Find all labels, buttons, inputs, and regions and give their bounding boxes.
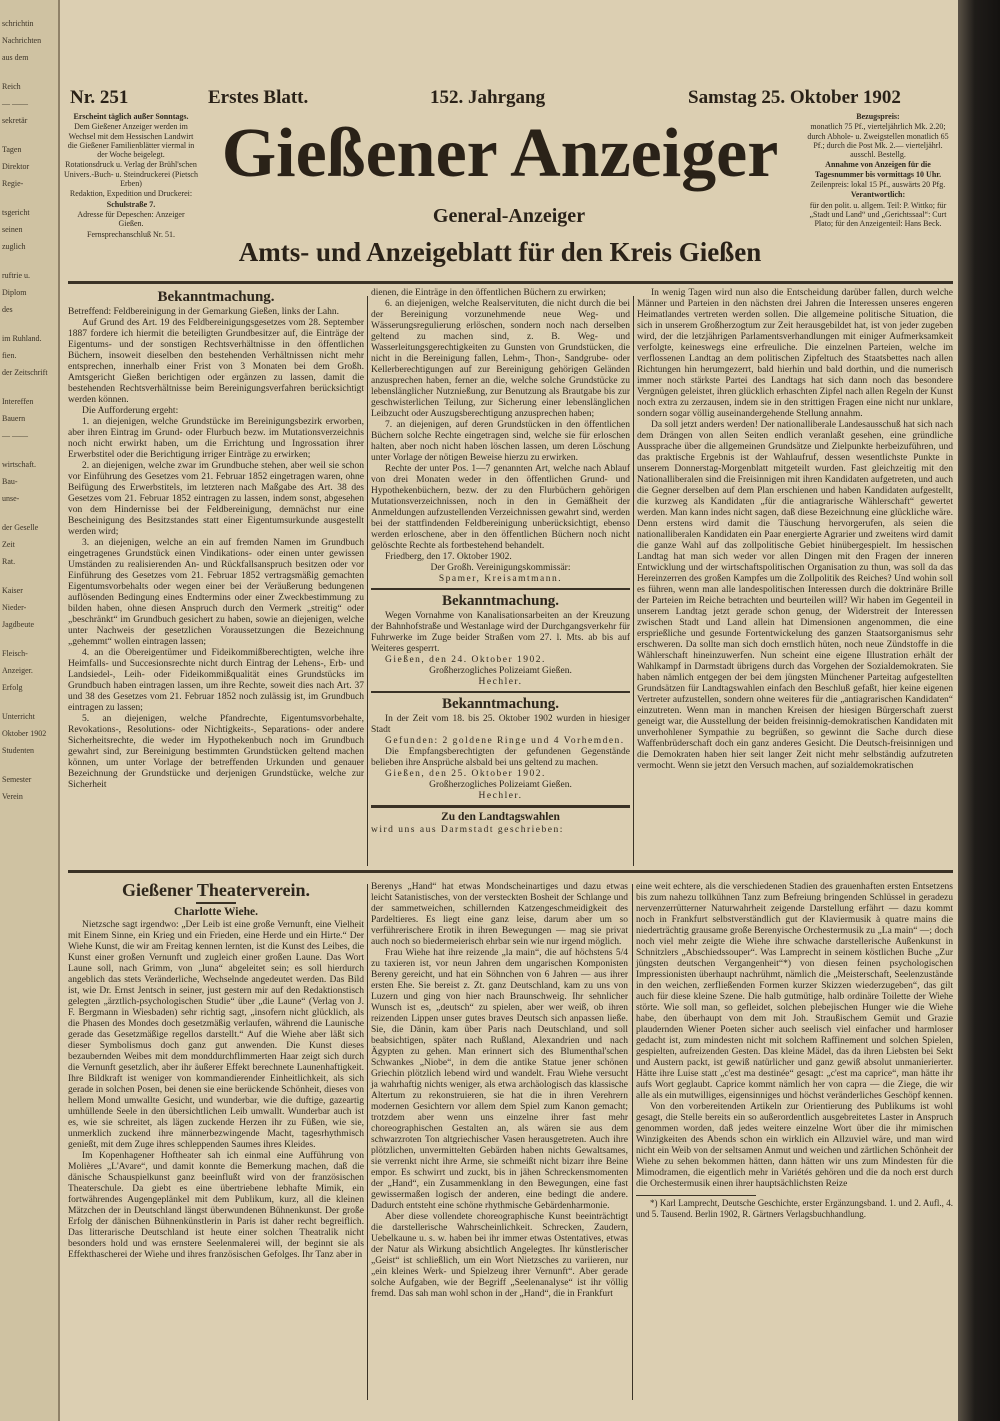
fragment-text: aus dem: [2, 53, 29, 62]
newspaper-tagline: Amts- und Anzeigeblatt für den Kreis Gießen: [238, 237, 762, 267]
feuilleton-subheading: Charlotte Wiehe.: [174, 906, 258, 918]
fragment-text: — ——: [2, 99, 28, 108]
paragraph: 6. an diejenigen, welche Realservituten, die nicht durch die bei der Bereinigung vorzunehmende neue Weg- und Wässerungsregulierung erlöschen, sondern noch nach derselben geltend zu machen sind, z. B. Weg- und Wasserleitungsgerechtigkeiten zu Gunsten von Grundstücken, die nicht in die Bereinigung fallen, Lehm-, Thon-, Sandgrube- oder Kellerberechtigungen auf zur Bereinigung gehörigen Geländen anzusprechen haben, ferner an die, welche solche Grundstücke zu lebenslänglicher Nutznießung, zur Benutzung als Brautgabe bis zur geschwisterlichen Teilung, zur Sicherung einer lebenslänglichen Leibzucht oder Auszugsberechtigung anzusprechen haben;: [371, 299, 630, 419]
fragment-text: Direktor: [2, 162, 30, 171]
paragraph: Im Kopenhagener Hoftheater sah ich einmal eine Aufführung von Molières „L'Avare“, und damit konnte die Bemerkung machen, daß die dänische Schauspielkunst ganz beeinflußt wird von der französischen Theaterschule. Da giebt es eine übertriebene lebhafte Mimik, ein fortwährendes Augengeplänkel mit dem Publikum, kurz, all die kleinen Mätzchen der in Deutschland längst überwundenen Bühnenkunst. Der große Erfolg der dänischen Bühnenkünstlerin in Paris ist daher recht begreiflich. Das litterarische Deutschland ist heute einer solchen Theatralik nicht besonders hold und was ernstere Seelenmalerei will, der beginnt sie als Effekthascherei der Wiehe und ihres französischen Gefolges. Ihr Tanz aber in: [68, 1151, 364, 1260]
fragment-text: unse-: [2, 494, 20, 503]
feuilleton-rule: [68, 870, 953, 873]
issue-number: Nr. 251: [70, 87, 129, 108]
info-line: Dem Gießener Anzeiger werden im Wechsel mit dem Hessischen Landwirt die Gießener Familienblätter viermal in der Woche beigelegt.: [67, 122, 195, 160]
fragment-text: zuglich: [2, 242, 26, 251]
place-date: Gießen, den 25. Oktober 1902.: [385, 769, 546, 779]
fragment-text: im Ruhland.: [2, 334, 42, 343]
paragraph: 2. an diejenigen, welche zwar im Grundbuche stehen, aber weil sie schon vor Einführung des Gesetzes vom 21. Februar 1852 eingetragen waren, ohne Beifügung des Erwerbstitels, im letzteren nach Maßgabe des Art. 38 des Gesetzes vom 21. Februar 1852 eintragen zu lassen, indem sonst, abgesehen von dem Hindernisse bei der Feldbereinigung, demnächst nur eine Bescheinigung des Besitzstandes statt einer Eigentumsurkunde ausgestellt werden wird;: [68, 461, 364, 537]
paragraph: Die Aufforderung ergeht:: [82, 406, 179, 416]
paragraph: 3. an diejenigen, welche an ein auf fremden Namen im Grundbuch eingetragenes Grundstück einen Vindikations- oder einen unter gewissen Umständen zu realisierenden An- und Rückfallsanspruch besitzen oder vor Einführung des Gesetzes vom 21. Februar 1852 vertragsmäßig gemachten Eigentumsvorbehalts oder wegen einer bei der Veräußerung bedungenen auflösenden Bedingung eines Endtermins oder einer Zweckbestimmung zu bilden haben, ohne diesen Anspruch durch den Vermerk „streitig“ oder „beschränkt“ im Grundbuch gesichert zu haben, sowie an diejenigen, welche unter Nachweis der gesetzlichen Voraussetzungen die Bezeichnung „gehemmt“ wollen eintragen lassen;: [68, 538, 364, 647]
place-date: Gießen, den 24. Oktober 1902.: [385, 655, 546, 665]
info-line: Annahme von Anzeigen für die Tagesnummer bis vormittags 10 Uhr.: [814, 160, 942, 179]
fragment-text: der Zeitschrift: [2, 368, 48, 377]
column-divider: [632, 884, 633, 1400]
fragment-text: Intereffen: [2, 397, 34, 406]
fragment-text: Rat.: [2, 557, 16, 566]
notice-heading: Bekanntmachung.: [157, 289, 275, 305]
fragment-text: Jagdbeute: [2, 620, 34, 629]
place-date: Friedberg, den 17. Oktober 1902.: [385, 552, 512, 562]
paragraph: 5. an diejenigen, welche Pfandrechte, Eigentumsvorbehalte, Revokations-, Resolutions- oder Nichtigkeits-, Separations- oder andere Sicherheitsrechte, die weder im Hypothekenbuch noch im Grundbuch gewahrt sind, zur Bereinigung bestimmten Grundstücken geltend machen können, um unter Vorlage der betreffenden Urkunden und genauer Bezeichnung der Grundstücke und derjenigen Grundstücke, welche zur Sicherheit: [68, 714, 364, 790]
fragment-text: Diplom: [2, 288, 27, 297]
authority: Großherzogliches Polizeiamt Gießen.: [429, 780, 572, 790]
paragraph: Berenys „Hand“ hat etwas Mondscheinartiges und dazu etwas leicht Satanistisches, von der versteckten Bosheit der Schlange und der sammetweichen, schillernden Katzengeschmeidigkeit des Pardeltieres. Es liegt eine ganz leise, darum aber um so verführerischere Erotik in ihren Bewegungen — mag sie privat auch noch so biedermeierisch ehrbar sein wie nur irgend möglich.: [371, 882, 628, 947]
authority: Großherzogliches Polizeiamt Gießen.: [429, 666, 572, 676]
feuilleton-column-3: [636, 882, 953, 1219]
fragment-text: Verein: [2, 792, 23, 801]
fragment-text: Semester: [2, 775, 32, 784]
info-line: Schulstraße 7.: [106, 199, 156, 209]
notice-heading: Bekanntmachung.: [441, 696, 560, 712]
info-line: monatlich 75 Pf., vierteljährlich Mk. 2.20; durch Abhole- u. Zweigstellen monatlich 65 Pf.; durch die Post Mk. 2.— vierteljährl. ausschl. Bestellg.: [807, 122, 949, 160]
notice-feldbereinigung: [68, 288, 364, 791]
paragraph: dienen, die Einträge in den öffentlichen Büchern zu erwirken;: [371, 288, 606, 298]
fragment-text: Regie-: [2, 179, 24, 188]
fragment-text: Tagen: [2, 145, 22, 154]
feuilleton-column-2: [371, 882, 628, 1300]
paragraph: Da soll jetzt anders werden! Der nationalliberale Landesausschuß hat sich nach dem Drängen von allen Seiten endlich veranlaßt gesehen, eine gründliche Aussprache über die allgemeinen Grundsätze und Zielpunkte herbeizuführen, und das praktische Ergebnis ist der Wahlaufruf, dessen wesentlichste Punkte in unserem Donnerstag-Morgenblatt mitgeteilt wurden. Fast gleichzeitig mit den Nationalliberalen sind die Freisinnigen mit ihren Kandidaten aufgetreten, und auch die Gegner derselben auf dem Plan erschienen und haben Kandidaten aufgestellt, die kurzweg als Kandidaten „für die antiagrarische Wählerschaft“ gewertet werden. Man kann indes nicht sagen, daß diese Bezeichnung eine glückliche wäre. Denn erstens wird damit die Täuschung hervorgerufen, als seien die nationalliberalen Kandidaten ein Paar energierte Agrarier und zweitens wird damit die ganze Wahl auf das zollpolitische Gebiet hinübergespielt. Im hessischen Landtag hat man sich weder vor allen Dingen mit den Fragen der inneren Entwicklung und der wirtschaftspolitischen Organisation zu thun, was soll da das Hereinzerren des großen Kampfes um die Zollpolitik des Reiches? Und wohin soll es führen, wenn man alle landespolitischen Interessen durch die doktrinäre Brille der Parteien im Reiche betrachten und beurteilen will? Wir haben im Gegenteil in unserem Landtag jetzt gerade schon genug, der Widerstreit der Interessen zwischen Stadt und Land allein hat Dimensionen angenommen, die eine ersprießliche und gesunde Fortentwickelung des ganzen Staatsorganismus sehr erschweren. Da sollte man sich doch ernstlich hüten, noch neue Zündstoffe in die Wählerschaft hineinzuwerfen. Nun scheint eine eigene Illustration erhält der Wahlkampf in Darmstadt übrigens durch das Vorgehen der Sozialdemokraten. Sie haben nämlich entgegen der bei dem jüngsten Münchener Parteitag aufgestellten Grundsätzen für Landtagswahlen einfach den Beschluß gefaßt, hier keine eigenen Vertreter aufzustellen, sondern ohne weiteres für die „antiagrarischen Kandidaten“ einzutreten. Wenn man in manchen Kreisen der hiesigen Bürgerschaft zuerst geneigt war, die Ausstellung der beiden freisinnig-demokratischen Kandidaten mit unverhohlener Sympathie zu begrüßen, so gewinnt die Sache durch diese Waffenbrüderschaft doch ein ganz anderes Gesicht. Die Deutsch-freisinnigen und die Demokraten haben hier seit langer Zeit nicht mehr selbständig aufzutreten vermocht. Wenn sie jetzt den Versuch machen, auf sozialdemokratischen: [637, 420, 953, 771]
binding-edge: [958, 0, 1000, 1421]
info-line: Adresse für Depeschen: Anzeiger Gießen.: [77, 209, 185, 229]
divider: [371, 588, 630, 590]
fragment-text: fien.: [2, 351, 17, 360]
divider: [371, 691, 630, 693]
paragraph: Nietzsche sagt irgendwo: „Der Leib ist eine große Vernunft, eine Vielheit mit Einem Sinne, ein Krieg und ein Frieden, eine Herde und ein Hirte.“ Der Wiehe Kunst, die wir am Freitag kennen lernten, ist die Kunst des Leibes, die Kunst einer großen Vernunft und zugleich einer großen Laune. Das Wort Laune soll, nach Grimm, von „luna“ abgeleitet sein; es soll hierdurch angeblich das stets Veränderliche, Wechselnde angedeutet werden. Das Bild ist, wie Dr. Ernst Jentsch in seiner, just gestern mir auf den Redaktionstisch gelegten „ärztlich-psychologischen Studie“ über „die Laune“ (Verlag von J. F. Bergmann in Wiesbaden) sehr richtig sagt, „insofern nicht glücklich, als die Phasen des Mondes doch gesetzmäßig verlaufen, während die Launische gerade das Gesetzmäßige regellos darstellt.“ Auf die Wiehe aber läßt sich dieser Symbolismus doch ganz gut anwenden. Die Kunst dieses bezaubernden Weibes mit dem monddurchflimmerten Haar zeigt sich durch die Vernunft gesetzlich, aber ihr äußerer Effekt berechnete Launenhaftigkeit. Ihre Bildkraft ist weniger von kommandierender Einheitlichkeit, als sich gerade in solchen Posen, bei denen sie eine berückende Schönheit, dieses von hellem Mond umwallte Gesicht, und wunderbar, wie die duftige, gazeartig umhüllende Seele in den übersichtlichen Leib umwallt. Wunderbar auch ist es, wie sie schreitet, als lägen zuckende Herzen ihr zu Füßen, wie sie, unmerklich zuckend ihre männerbezwingende Macht, tagesrhythmisch genießt, mit dem Zuge ihres schleppenden Saumes ihres Kleides.: [68, 920, 364, 1150]
paragraph: In wenig Tagen wird nun also die Entscheidung darüber fallen, durch welche Männer und Parteien in den nächsten drei Jahren die Interessen unseres engeren Heimatlandes vertreten werden sollen. Die allgemeine politische Situation, die sich in unserem Großherzogtum zur Zeit herausgebildet hat, ist von jeder zugeben wird, der die letzjährigen Parlamentsverhandlungen mit einiger Aufmerksamkeit verfolgte, keineswegs eine erfreuliche. Die einzelnen Parteien, welche im verflossenen Landtag an dem politischen Zipfeltuch des Staatsbettes nach allen Richtungen hin herumgezerrt, bald hierhin und bald dorthin, und die numerisch immer noch stärkste Partei des Landtags hat sich dann noch das besondere Vergnügen geleistet, ihren glücklich erhaschten Zipfel nach allen Regeln der Kunst noch extra zu zerzausen, indem sie in den strittigen Fragen eine nicht nur unklare, sondern sogar völlig auseinandergehende Stellung annahm.: [637, 288, 953, 419]
signature: Spamer, Kreisamtmann.: [438, 574, 563, 584]
fragment-text: Kaiser: [2, 586, 23, 595]
found-items: Gefunden: 2 goldene Ringe und 4 Vorhemden.: [385, 736, 625, 746]
paragraph: Wegen Vornahme von Kanalisationsarbeiten an der Kreuzung der Bahnhofstraße und Westanlage wird der Durchgangsverkehr für Fuhrwerke im Zuge beider Straßen vom 27. l. Mts. ab bis auf Weiteres gesperrt.: [371, 611, 630, 654]
fragment-text: Bau-: [2, 477, 18, 486]
paragraph: In der Zeit vom 18. bis 25. Oktober 1902 wurden in hiesiger Stadt: [371, 714, 630, 735]
paragraph: Die Empfangsberechtigten der gefundenen Gegenstände belieben ihre Ansprüche alsbald bei uns geltend zu machen.: [371, 747, 630, 768]
info-line: Bezugspreis:: [856, 112, 900, 121]
fragment-text: Studenten: [2, 746, 34, 755]
fragment-text: schrichtin: [2, 19, 34, 28]
paragraph: Auf Grund des Art. 19 des Feldbereinigungsgesetzes vom 28. September 1887 fordere ich hiermit die beteiligten Grundbesitzer auf, die Einträge der Eigentums- und der sonstigen Rechtsverhältnisse in den öffentlichen Büchern, insoweit dieselben den bestehenden Verhältnissen nicht mehr entsprechen, innerhalb einer Frist von 3 Monaten bei dem Großh. Amtsgericht Gießen berichtigen oder ergänzen zu lassen, damit die bestehenden Rechtsverhältnisse beim Bereinigungsverfahren berücksichtigt werden können.: [68, 318, 364, 405]
fragment-text: — ——: [2, 431, 28, 440]
paragraph: 1. an diejenigen, welche Grundstücke im Bereinigungsbezirk erworben, aber ihren Eintrag im Grund- oder Flurbuch bezw. im Mutationsverzeichnis noch nicht erwirkt haben, um die Errichtung und Ingrossation ihrer Erwerbstitel oder die Berichtigung irriger Einträge zu erwirken;: [68, 417, 364, 460]
notice-subject: Betreffend: Feldbereinigung in der Gemarkung Gießen, links der Lahn.: [68, 307, 340, 317]
fragment-text: Anzeiger.: [2, 666, 33, 675]
column-divider: [633, 296, 634, 866]
fragment-text: seinen: [2, 225, 23, 234]
fragment-text: sekretär: [2, 116, 28, 125]
authority: Der Großh. Vereinigungskommissär:: [430, 563, 571, 573]
fragment-text: Bauern: [2, 414, 26, 423]
fragment-text: Unterricht: [2, 712, 35, 721]
fragment-text: Reich: [2, 82, 21, 91]
info-line: Fernsprechanschluß Nr. 51.: [87, 229, 175, 239]
fragment-text: Zeit: [2, 540, 15, 549]
masthead-rule: [68, 281, 953, 284]
newspaper-title: Gießener Anzeiger: [221, 115, 779, 192]
feuilleton-heading: Gießener Theaterverein.: [122, 880, 310, 900]
middle-column: [371, 288, 630, 836]
footnote: *) Karl Lamprecht, Deutsche Geschichte, erster Ergänzungsband. 1. und 2. Aufl., 4. und 5. Tausend. Berlin 1902, R. Gärtners Verlagsbuchhandlung.: [636, 1198, 953, 1219]
article-intro: wird uns aus Darmstadt geschrieben:: [371, 825, 564, 835]
info-line: Erscheint täglich außer Sonntags.: [73, 112, 189, 121]
newspaper-subtitle: General-Anzeiger: [432, 205, 586, 227]
info-line: für den polit. u. allgem. Teil: P. Wittko; für „Stadt und Land“ und „Gerichtssaal“: Curt Plato; für den Anzeigenteil: Hans Beck.: [809, 200, 947, 229]
column-divider: [367, 884, 368, 1400]
fragment-text: Oktober 1902: [2, 729, 47, 738]
divider: [371, 805, 630, 808]
fragment-text: tsgericht: [2, 208, 30, 217]
fragment-text: der Geselle: [2, 523, 39, 532]
newspaper-page: [60, 0, 958, 1421]
fragment-text: Fleisch-: [2, 649, 28, 658]
sheet-label: Erstes Blatt.: [208, 87, 309, 108]
fragment-text: wirtschaft.: [2, 460, 36, 469]
right-column: [637, 288, 953, 772]
issue-date: Samstag 25. Oktober 1902: [688, 87, 901, 108]
paragraph: eine weit echtere, als die verschiedenen Stadien des grauenhaften ersten Entsetzens bis zum nahezu tollkühnen Tanz zum Befreiung bringenden Schlüssel in geradezu nervenzerrütterner Naturwahrheit zeigende Darstellung erfährt — dazu kommt noch in Frankfurt selbstverständlich gut der Klaviermusik à quatre mains die niederträchtig grausame große Berenyische Orchestermusik zu „La main“ —; doch noch viel mehr zeigte die Wiehe ihre schwache darstellerische Außenkunst in Schnitzlers „Abschiedssouper“. Was Lamprecht in seinem köstlichen Buche „Zur jüngsten deutschen Vergangenheit“*) von diesen feinen psychologischen Impressionisten überhaupt nachrühmt, nämlich die „Meisterschaft, Seelenzustände in den weichen, zerfließenden Formen kurzer Skizzen wiederzugeben“, das gilt auch für diese kleine Szene. Die halb gutmütige, halb ordinäre Toilette der Wiehe störte. Wie soll man, so gefleidet, solchen plebejischen Hunger wie die Wiehe habe, den überhaupt von dem mit Joh. Straußischem Gemüt und Grazie plaudernden Wiener Poeten sicher auch seelisch viel einfacher und harmloser gedacht ist, zum mindesten nicht mit solchem Raffinement und solchen Spielen, gespielten, aufreizenden Gesten. Das kleine Mädel, das da ihren Liebsten bei Sekt und Austern packt, ist gewiß natürlicher und ganz gewiß absolut unmanierierter. Hätte ihre Luise statt „c'est ma destinée“ gesagt: „c'est ma caprice“, man hätte ihr aufs Wort geglaubt. Caprice kommt nämlich her von capra — die Ziege, die wir alle als ein mutwilliges, eigensinniges und höchst veränderliches Geschöpf kennen.: [636, 882, 953, 1101]
info-line: Redaktion, Expedition und Druckerei:: [69, 189, 193, 199]
fragment-text: ruftrie u.: [2, 271, 30, 280]
info-line: Rotationsdruck u. Verlag der Brühl'schen Univers.-Buch- u. Steindruckerei (Pietsch Erben): [64, 160, 198, 189]
feuilleton-column-1: [68, 878, 364, 1261]
footnote-rule: [636, 1195, 756, 1196]
previous-page-edge: [0, 0, 60, 1421]
signature: Hechler.: [478, 791, 523, 801]
info-line: Zeilenpreis: lokal 15 Pf., auswärts 20 Pfg.: [810, 180, 946, 190]
fragment-text: Erfolg: [2, 683, 23, 692]
signature: Hechler.: [478, 677, 523, 687]
paragraph: Frau Wiehe hat ihre reizende „la main“, die auf höchstens 5/4 zu taxieren ist, vor neun Jahren dem ungarischen Komponisten Bereny gereicht, und hat ein Söhnchen von 6 Jahren — aus ihrer ersten Ehe. Sie bereist z. Zt. ganz Deutschland, kam zu uns von Luzern und ging von hier nach Braunschweig. Ihr sehnlicher Wunsch ist es, „deutsch“ zu spielen, aber wer weiß, ob ihren reizenden Lippen unser gutes braves Deutsch sich anpassen ließe. Sie, die Dänin, kam über Paris nach Deutschland, und soll beabsichtigen, später nach Rußland, Alexandrien und nach Ägypten zu gehen. Man erinnert sich des Blumenthal'schen Schwankes „Niobe“, in dem die antike Statue jener schönen Griechin plötzlich lebend wird und wandelt. Frau Wiehe versucht ja wahrhaftig nichts weniger, als etwa archäologisch das klassische Altertum zu rekonstruieren, sie hat die in ihren Verehrern modernen Gesichtern vor allem dem Spiel zum Kanon gemacht; trotzdem aber wenn uns einzelne ihrer fast mehr choreographischen Gestalten an, als wären sie aus dem schwarzroten Ton altgriechischer Vasen herausgetreten. Auch ihre plötzlichen, unvermittelten Gebärden haben nichts Gewaltsames, sie verrenkt nicht ihre Arme, sie schmeißt nicht bizarr ihre Beine empor. Es schwirrt und zuckt, bis in jähen Schreckensmomenten der „Hand“, ein Zusammenklang in den Bewegungen, eine fast gewissermaßen logisch der anderen, eine bedingt die andere. Dadurch entsteht eine schöne rhythmische Gebärdenharmonie.: [371, 948, 628, 1211]
paragraph: 7. an diejenigen, auf deren Grundstücken in den öffentlichen Büchern solche Rechte eingetragen sind, welche sie für erloschen halten, aber noch nicht haben löschen lassen, um deren Löschung unter Vorlage der nötigen Beweise hierzu zu erwirken.: [371, 420, 630, 463]
fragment-text: Nieder-: [2, 603, 27, 612]
paragraph: 4. an die Obereigentümer und Fideikommißberechtigten, welche ihre Heimfalls- und Succesionsrechte nicht durch Eintrag der Lehens-, Erb- und Landsiedel-, Leih- oder Fideikommißqualität eines Grundstücks im Grundbuch haben eintragen lassen, um ihre Rechte, soweit dies nach Art. 37 und 38 des Gesetzes vom 21. Februar 1852 noch zulässig ist, im Grundbuch eintragen zu lassen;: [68, 648, 364, 713]
volume-label: 152. Jahrgang: [430, 87, 546, 108]
fragment-text: Nachrichten: [2, 36, 42, 45]
article-heading: Zu den Landtagswahlen: [441, 811, 560, 823]
info-line: Verantwortlich:: [850, 190, 906, 200]
column-divider: [367, 296, 368, 866]
paragraph: Von den vorbereitenden Artikeln zur Orientierung des Publikums ist wohl gesagt, die Stelle bereits ein so außerordentlich ausgebreitetes Laster in Anspruch genommen worden, daß jedes weitere einzelne Wort über die ihr mimischen Winzigkeiten des Abends schon ein wirklich ein Allzuviel wäre, und man wird nicht ein Weib von der seltsamen Anmut und weichen und zärtlichen Schönheit der Wiehe zu sehen bekommen hätten, dann hätten wir uns zum Mindesten für die Mimodramen, die eigentlich mehr in Variétés gehören und die da noch erst durch die Orchestermusik einen ihrer hauptsächlichsten Reize: [636, 1102, 953, 1189]
divider: [196, 902, 236, 904]
fragment-text: des: [2, 305, 13, 314]
paragraph: Aber diese vollendete choreographische Kunst beeinträchtigt die darstellerische Wahrscheinlichkeit. Schrecken, Zaudern, Uebelkaune u. s. w. haben bei ihr immer etwas Ostentatives, etwas der Natur als Wirkung absichtlich Angelegtes. Ihr künstlerischer „Geist“ ist schließlich, um ein Wort Nietzsches zu variieren, nur „ein kleines Werk- und Spielzeug ihrer Vernunft“. Aber gerade solche Aufgaben, wie der Begriff „Seelenanalyse“ ist ihr völlig fremd. Das sah man wohl schon in der „Hand“, die in Frankfurt: [371, 1212, 628, 1299]
notice-heading: Bekanntmachung.: [441, 593, 560, 609]
paragraph: Rechte der unter Pos. 1—7 genannten Art, welche nach Ablauf von drei Monaten weder in den öffentlichen Grund- und Hypothekenbüchern, bezw. der zu den Flurbüchern gehörigen Mutationsverzeichnissen, noch in den in Gemäßheit der Anmeldungen aufzustellenden Verzeichnissen gewahrt sind, werden bei der stattfindenden Feldbereinigung unberücksichtigt, ebenso werden erloschene, aber in den öffentlichen Büchern noch nicht gelöschte Rechte als fortbestehend behandelt.: [371, 464, 630, 551]
